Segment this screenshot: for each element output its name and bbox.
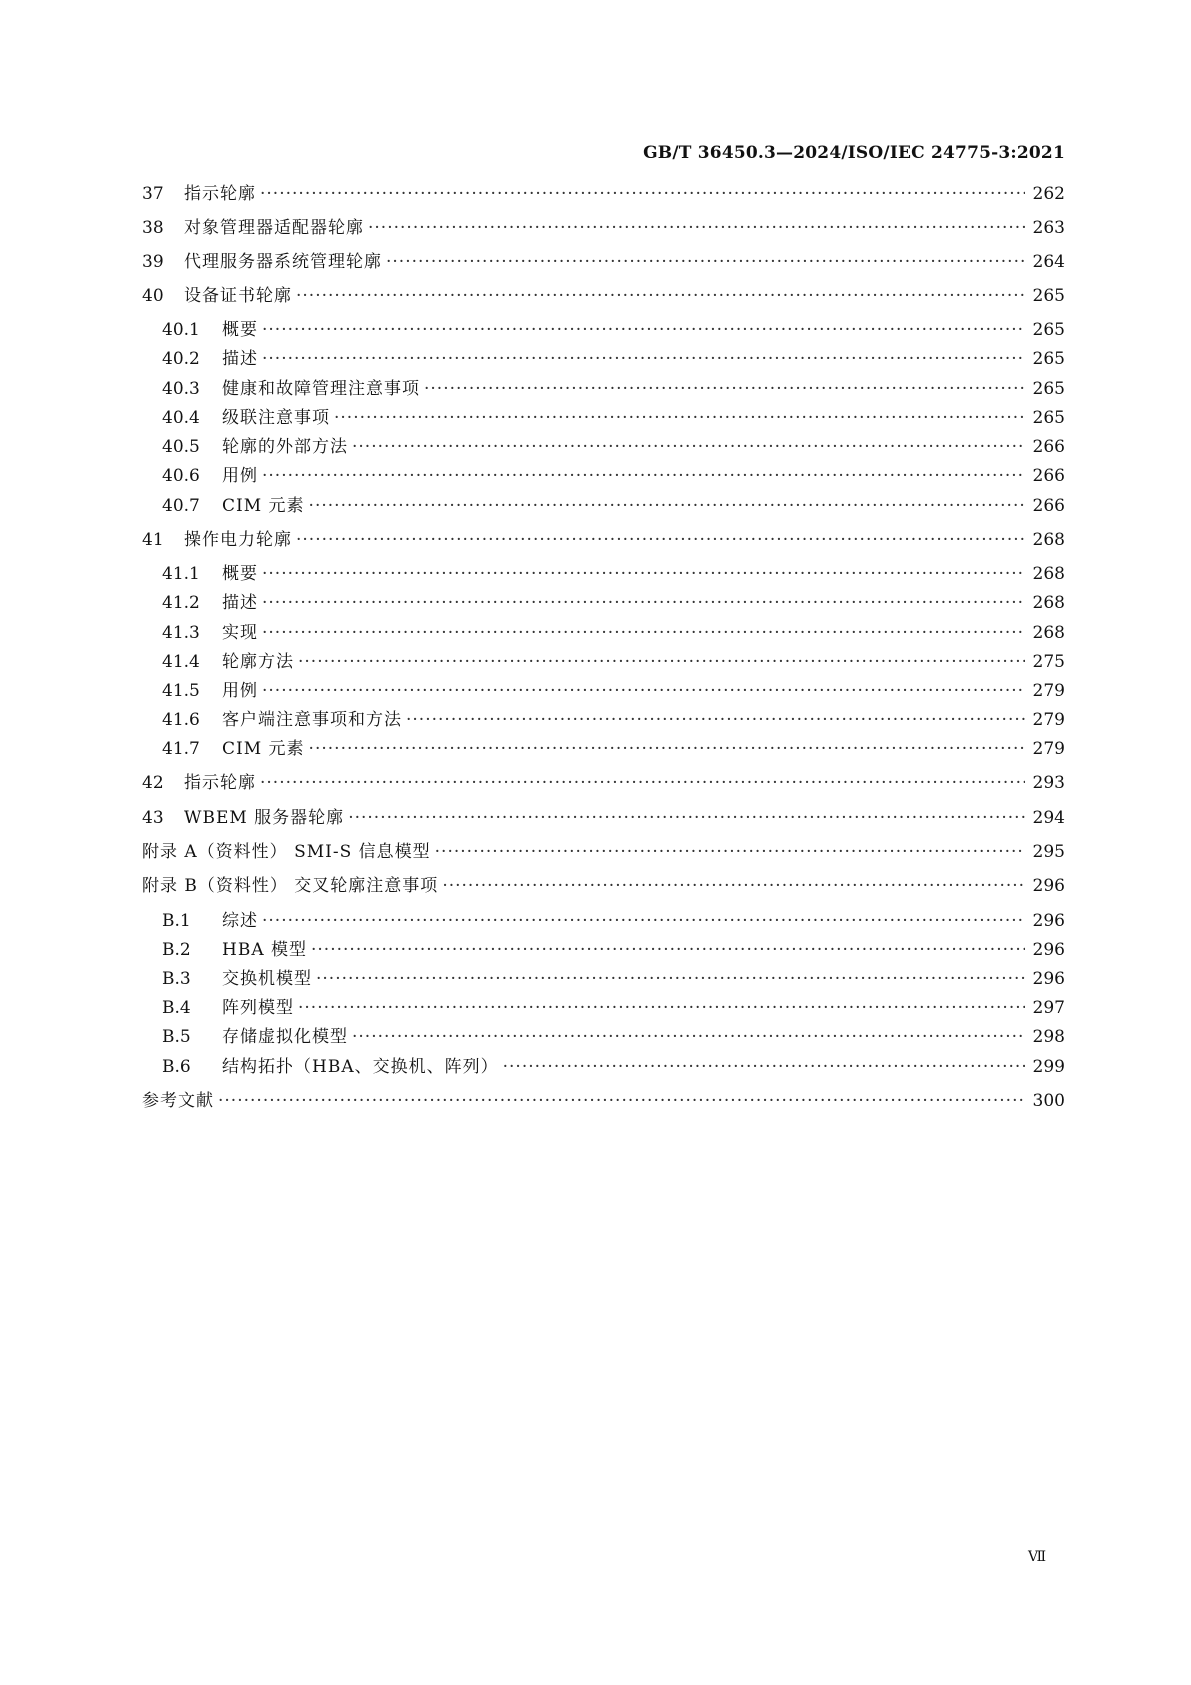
toc-entry-page: 262 (1032, 184, 1065, 204)
dot-leader (298, 649, 1025, 675)
toc-entry-page: 264 (1032, 252, 1065, 272)
toc-entry-page: 296 (1032, 876, 1065, 896)
toc-entry-number: 41.1 (162, 564, 200, 584)
toc-entry-number: 37 (142, 184, 164, 204)
standard-header (643, 143, 1065, 163)
toc-entry-title: 附录 B（资料性） 交叉轮廓注意事项 (142, 876, 439, 896)
toc-entry-number: 40.4 (162, 408, 200, 428)
dot-leader (368, 215, 1025, 241)
dot-leader (260, 181, 1025, 207)
toc-entry[interactable] (162, 493, 1065, 519)
toc-entry-title: 轮廓的外部方法 (222, 437, 348, 457)
dot-leader (260, 770, 1025, 796)
toc-entry-page: 279 (1032, 710, 1065, 730)
toc-entry-title: 设备证书轮廓 (184, 286, 292, 306)
dot-leader (296, 283, 1025, 309)
dot-leader (262, 346, 1025, 372)
toc-entry-page: 265 (1032, 408, 1065, 428)
dot-leader (262, 620, 1025, 646)
dot-leader (406, 707, 1025, 733)
toc-entry-title: 概要 (222, 320, 258, 340)
toc-entry-title: 结构拓扑（HBA、交换机、阵列） (222, 1057, 499, 1077)
toc-entry[interactable] (142, 283, 1065, 309)
toc-entry-title: 描述 (222, 593, 258, 613)
toc-entry-number: 40.3 (162, 379, 200, 399)
toc-entry-title: 代理服务器系统管理轮廓 (184, 252, 382, 272)
dot-leader (435, 839, 1025, 865)
toc-entry[interactable] (162, 346, 1065, 372)
toc-entry-title: 指示轮廓 (184, 184, 256, 204)
toc-entry[interactable] (162, 707, 1065, 733)
toc-entry-title: 对象管理器适配器轮廓 (184, 218, 364, 238)
toc-entry[interactable] (142, 770, 1065, 796)
toc-entry[interactable] (162, 1024, 1065, 1050)
toc-entry-page: 268 (1032, 593, 1065, 613)
toc-entry-number: B.5 (162, 1027, 191, 1047)
toc-entry-number: 41.3 (162, 623, 200, 643)
standard-number: GB/T 36450.3—2024/ISO/IEC 24775-3:2021 (643, 143, 1065, 163)
toc-entry-number: 40.1 (162, 320, 200, 340)
toc-entry-number: B.2 (162, 940, 191, 960)
toc-entry-page: 268 (1032, 564, 1065, 584)
dot-leader (262, 678, 1025, 704)
toc-entry-page: 268 (1032, 530, 1065, 550)
toc-entry-page: 279 (1032, 739, 1065, 759)
dot-leader (348, 805, 1025, 831)
toc-entry-page: 296 (1032, 969, 1065, 989)
toc-entry-page: 300 (1032, 1091, 1065, 1111)
toc-entry-page: 297 (1032, 998, 1065, 1018)
toc-entry-title: 交换机模型 (222, 969, 312, 989)
toc-entry-number: B.6 (162, 1057, 191, 1077)
toc-entry[interactable] (142, 215, 1065, 241)
toc-entry-title: 客户端注意事项和方法 (222, 710, 402, 730)
toc-entry-page: 298 (1032, 1027, 1065, 1047)
toc-entry-page: 266 (1032, 437, 1065, 457)
toc-entry-page: 265 (1032, 349, 1065, 369)
toc-entry[interactable] (162, 376, 1065, 402)
toc-entry-title: 用例 (222, 681, 258, 701)
dot-leader (352, 1024, 1025, 1050)
toc-entry-number: 38 (142, 218, 164, 238)
dot-leader (296, 527, 1025, 553)
toc-entry-number: 41.7 (162, 739, 200, 759)
toc-entry-page: 266 (1032, 466, 1065, 486)
dot-leader (262, 590, 1025, 616)
toc-entry-number: 41 (142, 530, 164, 550)
toc-entry-page: 268 (1032, 623, 1065, 643)
toc-entry-number: B.1 (162, 911, 191, 931)
dot-leader (311, 937, 1025, 963)
toc-entry-page: 293 (1032, 773, 1065, 793)
toc-entry-title: HBA 模型 (222, 940, 307, 960)
toc-entry-title: 轮廓方法 (222, 652, 294, 672)
toc-entry-page: 294 (1032, 808, 1065, 828)
toc-entry[interactable] (162, 908, 1065, 934)
dot-leader (316, 966, 1025, 992)
toc-entry-number: 40 (142, 286, 164, 306)
dot-leader (262, 908, 1025, 934)
page-number-roman: Ⅶ (1028, 1549, 1047, 1565)
toc-entry-number: 41.4 (162, 652, 200, 672)
toc-entry-title: 健康和故障管理注意事项 (222, 379, 420, 399)
toc-entry-page: 265 (1032, 286, 1065, 306)
toc-entry-page: 296 (1032, 940, 1065, 960)
toc-entry-title: 用例 (222, 466, 258, 486)
toc-entry-number: 42 (142, 773, 164, 793)
toc-entry-page: 263 (1032, 218, 1065, 238)
toc-entry[interactable] (142, 249, 1065, 275)
dot-leader (218, 1088, 1025, 1114)
toc-entry-page: 265 (1032, 379, 1065, 399)
dot-leader (262, 463, 1025, 489)
dot-leader (309, 493, 1025, 519)
toc-entry[interactable] (162, 434, 1065, 460)
toc-entry-number: 43 (142, 808, 164, 828)
toc-entry[interactable] (162, 1054, 1065, 1080)
toc-entry[interactable] (162, 561, 1065, 587)
dot-leader (298, 995, 1025, 1021)
dot-leader (386, 249, 1025, 275)
toc-entry[interactable] (162, 678, 1065, 704)
toc-entry[interactable] (162, 405, 1065, 431)
toc-entry-title: CIM 元素 (222, 496, 305, 516)
toc-entry-title: 指示轮廓 (184, 773, 256, 793)
toc-entry-page: 296 (1032, 911, 1065, 931)
toc-entry[interactable] (162, 937, 1065, 963)
toc-entry-title: 综述 (222, 911, 258, 931)
toc-entry-number: B.4 (162, 998, 191, 1018)
toc-entry[interactable] (142, 873, 1065, 899)
toc-entry-page: 279 (1032, 681, 1065, 701)
dot-leader (352, 434, 1025, 460)
toc-entry[interactable] (142, 527, 1065, 553)
toc-entry-number: 41.5 (162, 681, 200, 701)
toc-entry-title: 阵列模型 (222, 998, 294, 1018)
toc-entry[interactable] (162, 995, 1065, 1021)
toc-entry-title: 实现 (222, 623, 258, 643)
toc-entry[interactable] (162, 966, 1065, 992)
toc-entry[interactable] (162, 736, 1065, 762)
dot-leader (262, 317, 1025, 343)
toc-entry-number: 41.2 (162, 593, 200, 613)
toc-entry-page: 265 (1032, 320, 1065, 340)
toc-entry[interactable] (142, 181, 1065, 207)
toc-entry-title: 附录 A（资料性） SMI-S 信息模型 (142, 842, 431, 862)
toc-entry-number: 40.7 (162, 496, 200, 516)
dot-leader (503, 1054, 1025, 1080)
toc-entry-title: CIM 元素 (222, 739, 305, 759)
toc-entry-number: 40.2 (162, 349, 200, 369)
toc-entry-number: B.3 (162, 969, 191, 989)
dot-leader (442, 873, 1025, 899)
toc-entry[interactable] (162, 620, 1065, 646)
toc-entry-title: 操作电力轮廓 (184, 530, 292, 550)
dot-leader (262, 561, 1025, 587)
toc-entry-number: 39 (142, 252, 164, 272)
toc-entry[interactable] (142, 839, 1065, 865)
toc-entry-title: 级联注意事项 (222, 408, 330, 428)
dot-leader (309, 736, 1025, 762)
toc-entry[interactable] (162, 590, 1065, 616)
toc-entry-title: WBEM 服务器轮廓 (184, 808, 345, 828)
toc-entry-page: 266 (1032, 496, 1065, 516)
toc-entry[interactable] (142, 805, 1065, 831)
toc-entry-page: 299 (1032, 1057, 1065, 1077)
toc-entry-title: 参考文献 (142, 1091, 214, 1111)
toc-entry-title: 描述 (222, 349, 258, 369)
toc-entry-number: 41.6 (162, 710, 200, 730)
toc-entry[interactable] (142, 1088, 1065, 1114)
toc-entry-title: 存储虚拟化模型 (222, 1027, 348, 1047)
dot-leader (334, 405, 1025, 431)
toc-entry[interactable] (162, 649, 1065, 675)
toc-entry[interactable] (162, 463, 1065, 489)
toc-entry-page: 275 (1032, 652, 1065, 672)
toc-entry-page: 295 (1032, 842, 1065, 862)
dot-leader (424, 376, 1025, 402)
toc-entry-title: 概要 (222, 564, 258, 584)
toc-entry-number: 40.6 (162, 466, 200, 486)
toc-entry-number: 40.5 (162, 437, 200, 457)
toc-entry[interactable] (162, 317, 1065, 343)
